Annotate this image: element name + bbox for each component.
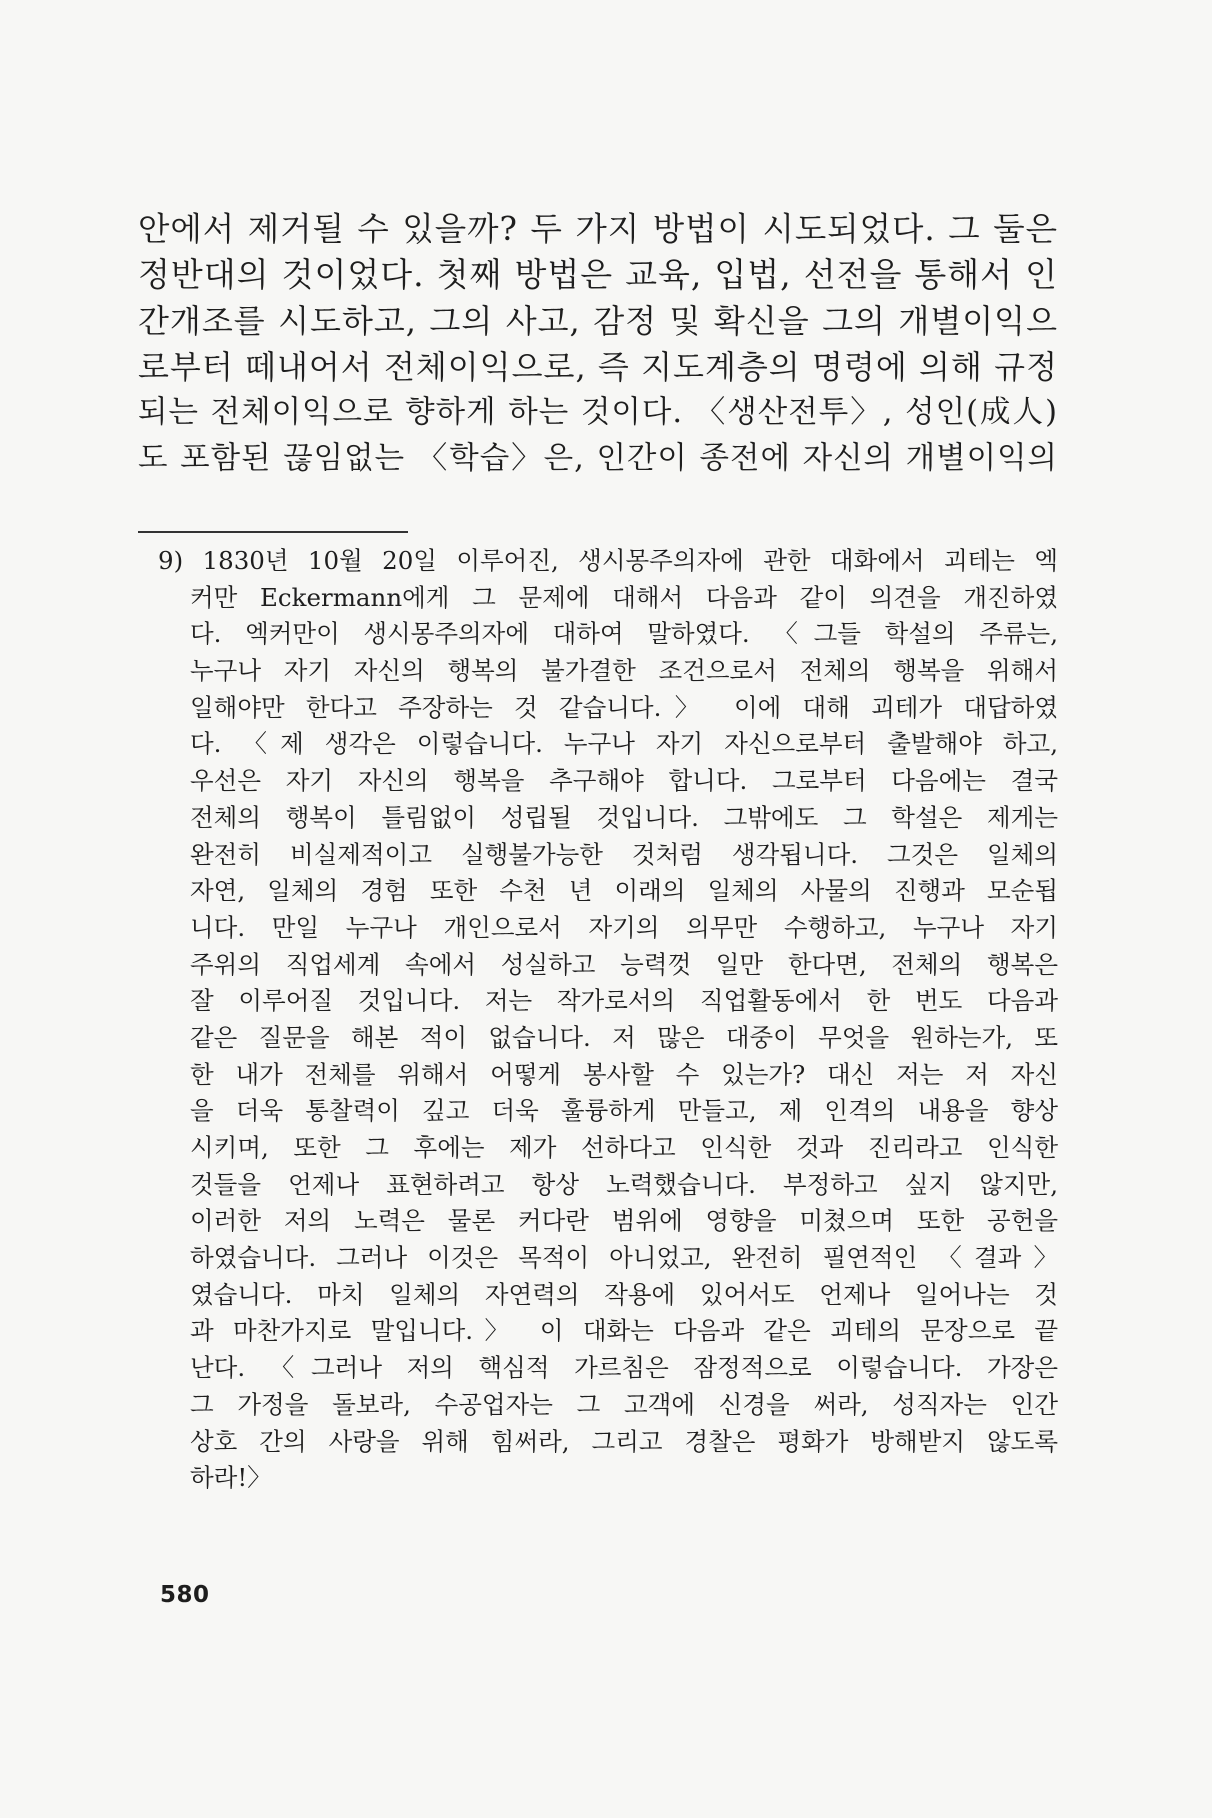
- footnote-line: 을 더욱 통찰력이 깊고 더욱 훌륭하게 만들고, 제 인격의 내용을 향상: [190, 1096, 1058, 1126]
- footnote-line: 커만 Eckermann에게 그 문제에 대해서 다음과 같이 의견을 개진하였: [190, 582, 1058, 612]
- footnote-line: 것들을 언제나 표현하려고 항상 노력했습니다. 부정하고 싶지 않지만,: [190, 1169, 1058, 1199]
- footnote-line: 시키며, 또한 그 후에는 제가 선하다고 인식한 것과 진리라고 인식한: [190, 1133, 1058, 1162]
- footnote-line: 누구나 자기 자신의 행복의 불가결한 조건으로서 전체의 행복을 위해서: [190, 656, 1058, 686]
- footnote-line: 같은 질문을 해본 적이 없습니다. 저 많은 대중이 무엇을 원하는가, 또: [190, 1022, 1058, 1052]
- footnote-line: 잘 이루어질 것입니다. 저는 작가로서의 직업활동에서 한 번도 다음과: [190, 986, 1058, 1016]
- footnote-line: 9) 1830년 10월 20일 이루어진, 생시몽주의자에 관한 대화에서 괴테는 엑: [158, 546, 1058, 575]
- page-number: 580: [160, 1582, 210, 1608]
- footnote-line: 난다. 〈그러나 저의 핵심적 가르침은 잠정적으로 이렇습니다. 가장은: [190, 1353, 1058, 1383]
- footnote-line: 하였습니다. 그러나 이것은 목적이 아니었고, 완전히 필연적인 〈결과〉: [190, 1243, 1058, 1273]
- footnote-line: 상호 간의 사랑을 위해 힘써라, 그리고 경찰은 평화가 방해받지 않도록: [190, 1426, 1058, 1456]
- footnote-9: [158, 543, 1058, 1497]
- footnote-line: 다. 엑커만이 생시몽주의자에 대하여 말하였다. 〈그들 학설의 주류는,: [190, 619, 1058, 649]
- footnote-line: 우선은 자기 자신의 행복을 추구해야 합니다. 그로부터 다음에는 결국: [190, 766, 1058, 796]
- body-text-line: 간개조를 시도하고, 그의 사고, 감정 및 확신을 그의 개별이익으: [138, 302, 1058, 340]
- footnote-line: 일해야만 한다고 주장하는 것 같습니다.〉 이에 대해 괴테가 대답하였: [190, 692, 1058, 722]
- footnote-line: 한 내가 전체를 위해서 어떻게 봉사할 수 있는가? 대신 저는 저 자신: [190, 1059, 1058, 1089]
- footnote-line: 주위의 직업세계 속에서 성실하고 능력껏 일만 한다면, 전체의 행복은: [190, 949, 1058, 979]
- body-text-line: 로부터 떼내어서 전체이익으로, 즉 지도계층의 명령에 의해 규정: [138, 348, 1058, 386]
- footnote-line: 하라!〉: [190, 1463, 272, 1493]
- footnote-line: 전체의 행복이 틀림없이 성립될 것입니다. 그밖에도 그 학설은 제게는: [190, 802, 1058, 832]
- footnote-line: 과 마찬가지로 말입니다.〉 이 대화는 다음과 같은 괴테의 문장으로 끝: [190, 1316, 1058, 1346]
- footnote-line: 다. 〈제 생각은 이렇습니다. 누구나 자기 자신으로부터 출발해야 하고,: [190, 729, 1058, 759]
- body-text-line: 도 포함된 끊임없는 〈학습〉은, 인간이 종전에 자신의 개별이익의: [138, 441, 1058, 476]
- footnote-separator-rule: [138, 531, 408, 533]
- body-text: [138, 208, 1058, 484]
- footnote-line: 완전히 비실제적이고 실행불가능한 것처럼 생각됩니다. 그것은 일체의: [190, 839, 1058, 869]
- body-text-line: 되는 전체이익으로 향하게 하는 것이다. 〈생산전투〉, 성인(成人): [138, 395, 1058, 430]
- body-text-line: 정반대의 것이었다. 첫째 방법은 교육, 입법, 선전을 통해서 인: [138, 255, 1058, 294]
- footnote-line: 였습니다. 마치 일체의 자연력의 작용에 있어서도 언제나 일어나는 것: [190, 1279, 1058, 1309]
- footnote-line: 그 가정을 돌보라, 수공업자는 그 고객에 신경을 써라, 성직자는 인간: [190, 1389, 1058, 1419]
- body-text-line: 안에서 제거될 수 있을까? 두 가지 방법이 시도되었다. 그 둘은: [138, 210, 1058, 248]
- footnote-line: 자연, 일체의 경험 또한 수천 년 이래의 일체의 사물의 진행과 모순됩: [190, 876, 1058, 906]
- footnote-line: 니다. 만일 누구나 개인으로서 자기의 의무만 수행하고, 누구나 자기: [190, 912, 1058, 942]
- footnote-line: 이러한 저의 노력은 물론 커다란 범위에 영향을 미쳤으며 또한 공헌을: [190, 1206, 1058, 1236]
